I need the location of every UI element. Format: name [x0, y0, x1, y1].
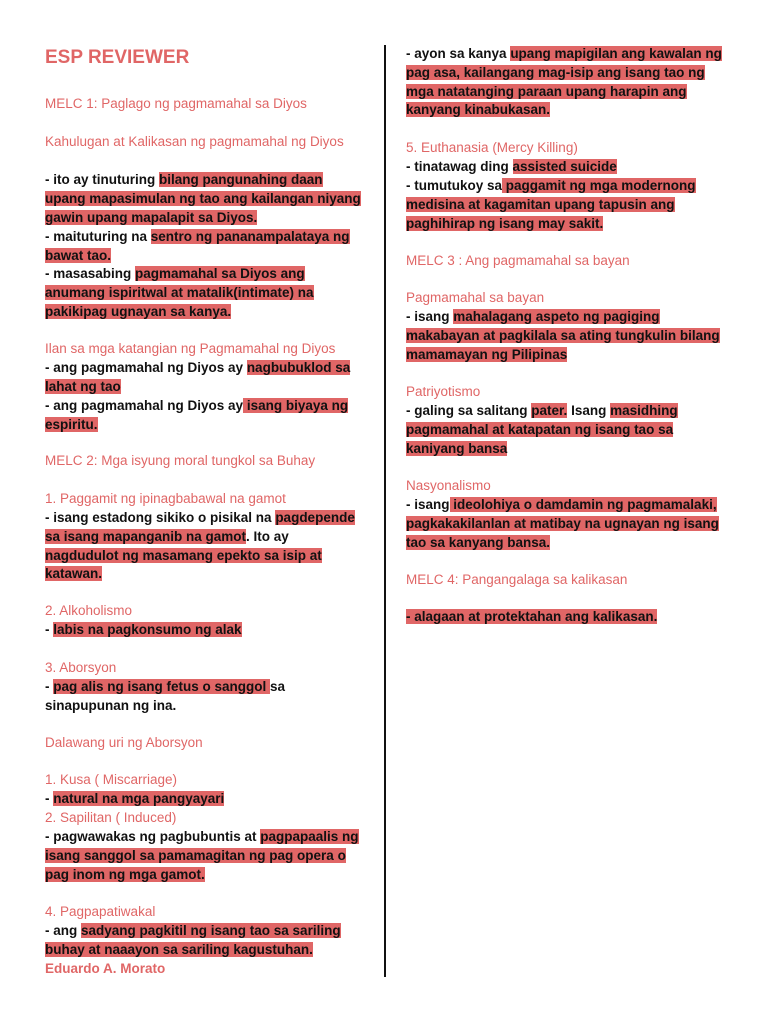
section5-item-2 — [406, 177, 726, 233]
katangian-heading: Ilan sa mga katangian ng Pagmamahal ng Diyos — [45, 341, 336, 356]
highlight: upang mapigilan ang kawalan ng pag asa, kailangang mag-isip ang isang tao ng mga natatanging paraan upang harapin ang kanyang kinabukasan. — [406, 46, 722, 118]
section1-body — [45, 509, 365, 584]
highlight: bilang pangunahing daan upang mapasimulan ng tao ang kailangan niyang gawin upang mapalapit sa Diyos. — [45, 172, 361, 225]
author: Eduardo A. Morato — [45, 961, 166, 976]
highlight: pag alis ng isang fetus o sanggol — [53, 679, 271, 694]
section2-heading: 2. Alkoholismo — [45, 603, 133, 618]
highlight: mahalagang aspeto ng pagiging makabayan at pagkilala sa ating tungkulin bilang mamamayan ng Pilipinas — [406, 309, 720, 362]
kahulugan-item-3 — [45, 265, 365, 321]
text: - — [45, 791, 54, 806]
highlight: pagpapaalis ng isang sanggol sa pamamagitan ng pag opera o pag inom ng mga gamot. — [45, 829, 359, 882]
highlight: natural na mga pangyayari — [53, 791, 225, 806]
section5-heading: 5. Euthanasia (Mercy Killing) — [406, 140, 578, 155]
highlight: labis na pagkonsumo ng alak — [53, 622, 242, 637]
text: - ang pagmamahal ng Diyos ay — [45, 360, 247, 375]
highlight: masidhing pagmamahal at katapatan ng isang tao sa kaniyang bansa — [406, 403, 678, 456]
sapilitan-body — [45, 828, 365, 884]
text: - pagwawakas ng pagbubuntis at — [45, 829, 261, 844]
section2-body — [45, 621, 242, 640]
text: - isang estadong sikiko o pisikal na — [45, 510, 276, 525]
highlight: sentro ng pananampalataya ng bawat tao. — [45, 229, 350, 263]
text: - ang — [45, 923, 81, 938]
highlight: pater. — [531, 403, 568, 418]
uri-heading: Dalawang uri ng Aborsyon — [45, 735, 203, 750]
highlight: pagmamahal sa Diyos ang anumang ispiritwal at matalik(intimate) na pakikipag ugnayan sa kanya. — [45, 266, 314, 319]
section1-heading: 1. Paggamit ng ipinagbabawal na gamot — [45, 491, 286, 506]
melc4-heading: MELC 4: Pangangalaga sa kalikasan — [406, 572, 628, 587]
text: - ayon sa kanya — [406, 46, 511, 61]
melc2-heading: MELC 2: Mga isyung moral tungkol sa Buhay — [45, 453, 316, 468]
highlight: nagbubuklod sa lahat ng tao — [45, 360, 351, 394]
highlight: assisted suicide — [512, 159, 617, 174]
page-title: ESP REVIEWER — [45, 47, 190, 68]
kahulugan-heading: Kahulugan at Kalikasan ng pagmamahal ng Diyos — [45, 134, 344, 149]
highlight: paggamit ng mga modernong medisina at kagamitan upang tapusin ang paghihirap ng isang may sakit. — [406, 178, 696, 231]
sapilitan-heading: 2. Sapilitan ( Induced) — [45, 810, 177, 825]
text: - isang — [406, 497, 450, 512]
highlight: - alagaan at protektahan ang kalikasan. — [406, 609, 658, 624]
text: Isang — [567, 403, 611, 418]
text: - tumutukoy sa — [406, 178, 503, 193]
highlight: isang biyaya ng espiritu. — [45, 398, 349, 432]
ayon-body — [406, 45, 726, 120]
section4-heading: 4. Pagpapatiwakal — [45, 904, 156, 919]
katangian-item-2 — [45, 397, 365, 435]
section4-body — [45, 922, 365, 960]
text: - maituturing na — [45, 229, 151, 244]
nasyonalismo-heading: Nasyonalismo — [406, 478, 491, 493]
kahulugan-item-1 — [45, 171, 365, 227]
melc4-body — [406, 608, 657, 627]
patriyotismo-body — [406, 402, 726, 458]
text: - tinatawag ding — [406, 159, 513, 174]
kusa-heading: 1. Kusa ( Miscarriage) — [45, 772, 178, 787]
text: - — [45, 622, 54, 637]
column-divider — [384, 45, 386, 977]
text: . Ito ay — [246, 528, 289, 544]
text: - galing sa salitang — [406, 403, 532, 418]
bayan-heading: Pagmamahal sa bayan — [406, 290, 545, 305]
section5-item-1 — [406, 158, 617, 177]
text: - masasabing — [45, 266, 136, 281]
text: sa sinapupunan ng ina. — [45, 679, 286, 713]
text: - isang — [406, 309, 454, 324]
patriyotismo-heading: Patriyotismo — [406, 384, 481, 399]
highlight: nagdudulot ng masamang epekto sa isip at katawan. — [45, 547, 322, 582]
highlight: ideolohiya o damdamin ng pagmamalaki, pagkakakilanlan at matibay na ugnayan ng isang tao sa kanyang bansa. — [406, 497, 719, 550]
section3-body — [45, 678, 365, 716]
section3-heading: 3. Aborsyon — [45, 660, 117, 675]
text: - ang pagmamahal ng Diyos ay — [45, 398, 244, 413]
text: - — [45, 679, 54, 694]
kusa-body — [45, 790, 224, 809]
melc1-heading: MELC 1: Paglago ng pagmamahal sa Diyos — [45, 96, 307, 111]
katangian-item-1 — [45, 359, 365, 397]
kahulugan-item-2 — [45, 228, 365, 266]
text: - ito ay tinuturing — [45, 172, 159, 187]
bayan-body — [406, 308, 726, 364]
melc3-heading: MELC 3 : Ang pagmamahal sa bayan — [406, 253, 630, 268]
nasyonalismo-body — [406, 496, 726, 552]
highlight: pagdepende sa isang mapanganib na gamot — [45, 510, 355, 544]
highlight: sadyang pagkitil ng isang tao sa sariling buhay at naaayon sa sariling kagustuhan. — [45, 923, 341, 957]
